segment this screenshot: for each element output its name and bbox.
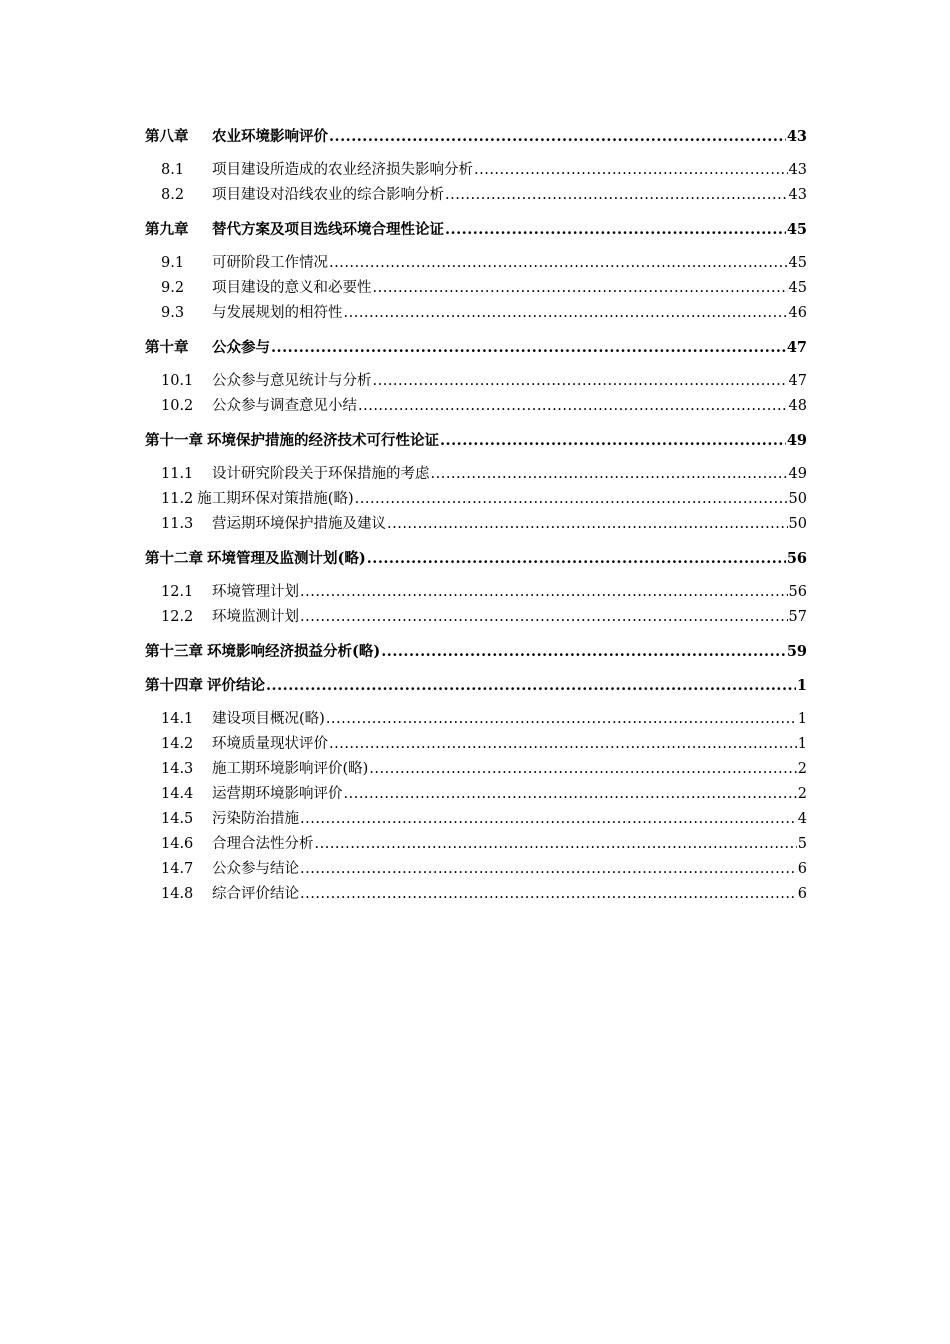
toc-page: 45 [788,255,807,271]
toc-page: 2 [797,761,807,777]
toc-page: 45 [786,221,807,238]
toc-number: 第十一章 [145,432,203,449]
toc-page: 50 [788,516,807,532]
toc-number: 14.8 [161,886,194,902]
toc-number: 11.2 [161,491,194,507]
toc-section-11-2[interactable] [145,487,807,512]
dot-leader [271,335,786,360]
toc-title: 营运期环境保护措施及建议 [212,516,386,532]
toc-section-9-2[interactable] [145,276,807,301]
toc-number: 第十三章 [145,643,203,660]
toc-page: 2 [797,786,807,802]
toc-chapter-8[interactable] [145,124,807,149]
toc-title: 公众参与 [212,339,270,356]
toc-page: 1 [796,677,807,694]
toc-title: 项目建设的意义和必要性 [212,280,372,296]
toc-title: 项目建设所造成的农业经济损失影响分析 [212,162,473,178]
toc-page: 57 [788,609,807,625]
toc-title: 项目建设对沿线农业的综合影响分析 [212,187,444,203]
toc-title: 建设项目概况(略) [212,711,325,727]
dot-leader [300,807,797,832]
toc-title: 环境管理及监测计划(略) [207,550,366,567]
toc-chapter-9[interactable] [145,217,807,242]
toc-number: 8.2 [161,187,185,203]
dot-leader [266,673,796,698]
dot-leader [300,605,788,630]
toc-section-8-1[interactable] [145,158,807,183]
toc-title: 污染防治措施 [212,811,299,827]
toc-page: 45 [788,280,807,296]
toc-section-14-4[interactable] [145,782,807,807]
toc-section-8-2[interactable] [145,183,807,208]
toc-page: 47 [786,339,807,356]
dot-leader [358,394,788,419]
toc-page: 46 [788,305,807,321]
toc-title: 公众参与调查意见小结 [212,398,357,414]
dot-leader [381,639,786,664]
toc-title: 可研阶段工作情况 [212,255,328,271]
toc-title: 施工期环境影响评价(略) [212,761,369,777]
toc-page: 43 [788,187,807,203]
toc-page: 5 [797,836,807,852]
dot-leader [344,782,797,807]
toc-title: 农业环境影响评价 [212,128,328,145]
dot-leader [300,580,788,605]
toc-page: 49 [788,466,807,482]
dot-leader [326,707,797,732]
toc-section-9-1[interactable] [145,251,807,276]
dot-leader [300,882,797,907]
toc-section-14-5[interactable] [145,807,807,832]
toc-number: 9.2 [161,280,185,296]
toc-title: 与发展规划的相符性 [212,305,343,321]
toc-page: 43 [788,162,807,178]
dot-leader [300,857,797,882]
toc-number: 9.1 [161,255,185,271]
dot-leader [387,512,788,537]
toc-title: 合理合法性分析 [212,836,314,852]
table-of-contents [145,124,807,907]
dot-leader [315,832,797,857]
toc-section-14-6[interactable] [145,832,807,857]
toc-number: 第十章 [145,339,189,356]
dot-leader [369,757,796,782]
toc-number: 14.6 [161,836,194,852]
toc-number: 第十四章 [145,677,203,694]
dot-leader [344,301,788,326]
toc-section-9-3[interactable] [145,301,807,326]
toc-title: 环境管理计划 [212,584,299,600]
dot-leader [329,251,788,276]
dot-leader [440,428,786,453]
toc-number: 10.2 [161,398,194,414]
toc-page: 4 [797,811,807,827]
toc-title: 运营期环境影响评价 [212,786,343,802]
toc-title: 综合评价结论 [212,886,299,902]
dot-leader [445,217,786,242]
dot-leader [474,158,788,183]
toc-title: 施工期环保对策措施(略) [197,491,354,507]
toc-page: 43 [786,128,807,145]
toc-number: 14.5 [161,811,194,827]
toc-number: 12.2 [161,609,194,625]
toc-chapter-11[interactable] [145,428,807,453]
toc-section-11-1[interactable] [145,462,807,487]
toc-section-14-2[interactable] [145,732,807,757]
toc-number: 11.3 [161,516,194,532]
toc-section-11-3[interactable] [145,512,807,537]
toc-section-14-1[interactable] [145,707,807,732]
toc-page: 48 [788,398,807,414]
toc-number: 第九章 [145,221,189,238]
dot-leader [373,369,788,394]
toc-title: 环境质量现状评价 [212,736,328,752]
dot-leader [431,462,788,487]
toc-number: 14.3 [161,761,194,777]
dot-leader [445,183,788,208]
toc-page: 59 [786,643,807,660]
toc-number: 第十二章 [145,550,203,567]
toc-title: 公众参与结论 [212,861,299,877]
toc-number: 11.1 [161,466,194,482]
toc-number: 8.1 [161,162,185,178]
toc-number: 9.3 [161,305,185,321]
toc-number: 第八章 [145,128,189,145]
toc-section-10-1[interactable] [145,369,807,394]
toc-title: 设计研究阶段关于环保措施的考虑 [212,466,430,482]
toc-number: 14.7 [161,861,194,877]
toc-page: 56 [786,550,807,567]
toc-title: 替代方案及项目选线环境合理性论证 [212,221,444,238]
dot-leader [355,487,788,512]
dot-leader [373,276,788,301]
toc-number: 14.2 [161,736,194,752]
toc-page: 1 [797,711,807,727]
toc-page: 6 [797,886,807,902]
toc-section-14-8[interactable] [145,882,807,907]
dot-leader [329,124,786,149]
toc-section-12-2[interactable] [145,605,807,630]
toc-title: 环境监测计划 [212,609,299,625]
toc-number: 14.4 [161,786,194,802]
toc-title: 环境影响经济损益分析(略) [207,643,381,660]
toc-chapter-13[interactable] [145,639,807,664]
toc-section-14-7[interactable] [145,857,807,882]
toc-page: 50 [788,491,807,507]
toc-page: 6 [797,861,807,877]
toc-page: 56 [788,584,807,600]
dot-leader [367,546,786,571]
toc-section-10-2[interactable] [145,394,807,419]
toc-page: 1 [797,736,807,752]
toc-chapter-12[interactable] [145,546,807,571]
toc-title: 公众参与意见统计与分析 [212,373,372,389]
toc-number: 14.1 [161,711,194,727]
toc-title: 环境保护措施的经济技术可行性论证 [207,432,439,449]
toc-chapter-10[interactable] [145,335,807,360]
dot-leader [329,732,797,757]
toc-title: 评价结论 [207,677,265,694]
toc-section-14-3[interactable] [145,757,807,782]
toc-section-12-1[interactable] [145,580,807,605]
toc-number: 10.1 [161,373,194,389]
toc-number: 12.1 [161,584,194,600]
toc-page: 49 [786,432,807,449]
toc-chapter-14[interactable] [145,673,807,698]
toc-page: 47 [788,373,807,389]
